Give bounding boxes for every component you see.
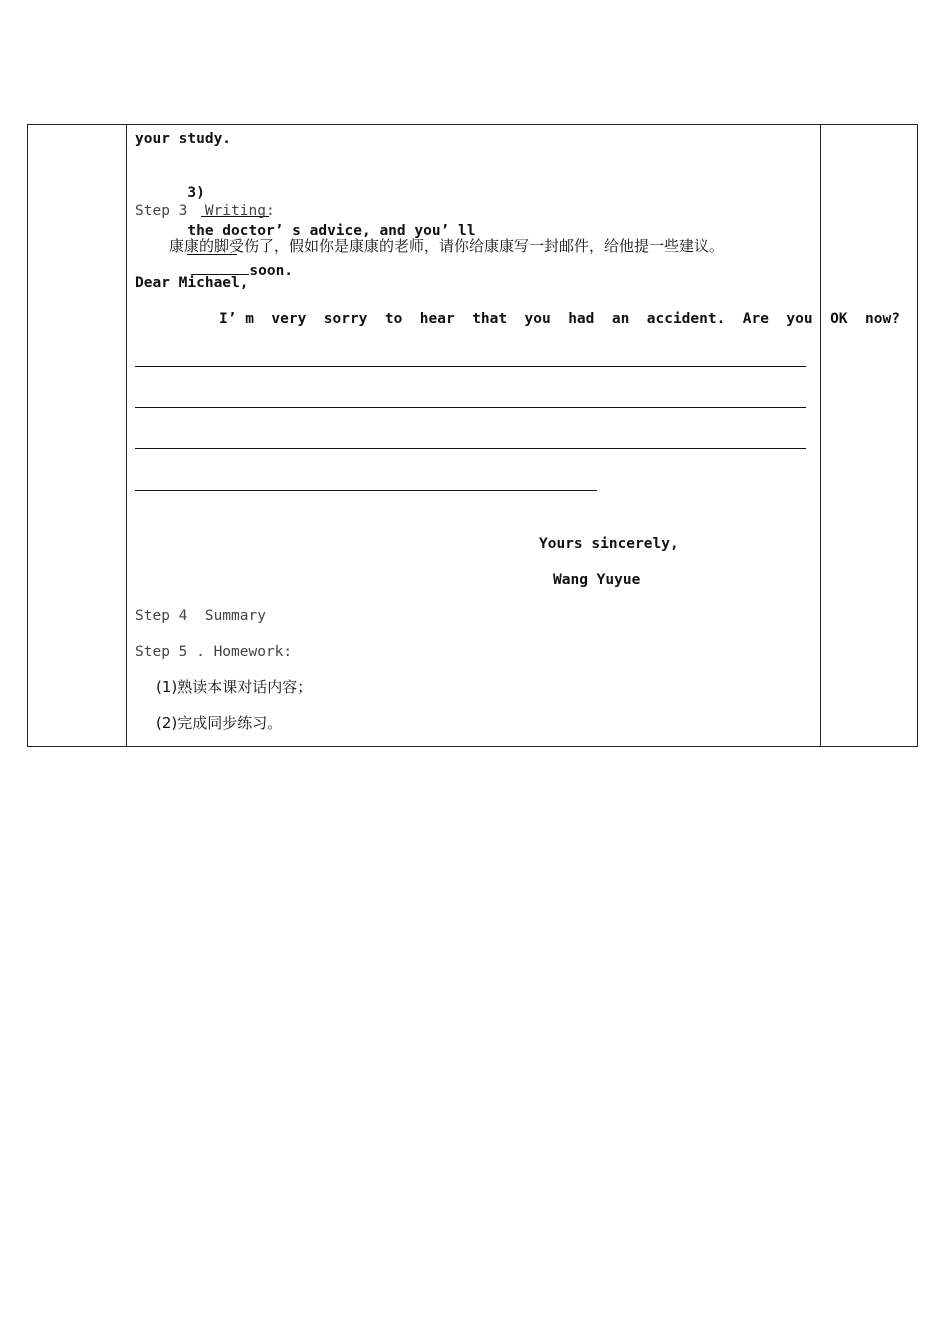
writing-line-1[interactable] [135, 366, 806, 367]
letter-opening: I’ m very sorry to hear that you had an accident. Are you OK now? [219, 311, 900, 327]
step-5-heading: Step 5 . Homework: [135, 644, 293, 660]
writing-line-3[interactable] [135, 448, 806, 449]
item-3-text-b: soon. [249, 263, 294, 279]
step-4-heading: Step 4 Summary [135, 608, 266, 624]
step-3-heading: Step 3 Writing: [135, 203, 275, 219]
column-divider-right [820, 125, 821, 746]
item-3-number: 3) [187, 185, 205, 201]
letter-signature: Wang Yuyue [553, 572, 641, 588]
homework-item-2: (2)完成同步练习。 [156, 714, 283, 732]
writing-prompt: 康康的脚受伤了，假如你是康康的老师，请你给康康写一封邮件，给他提一些建议。 [169, 237, 725, 255]
answer-blank-3[interactable] [191, 260, 249, 275]
column-divider-left [126, 125, 127, 746]
item-3-text-a: the doctor’ s advice, and you’ ll [187, 223, 476, 239]
letter-salutation: Dear Michael, [135, 275, 249, 291]
teaching-content-cell [135, 125, 900, 746]
homework-item-1: (1)熟读本课对话内容； [156, 678, 313, 696]
writing-line-2[interactable] [135, 407, 806, 408]
your-study-line: your study. [135, 131, 232, 147]
writing-line-4[interactable] [135, 490, 597, 491]
letter-closing: Yours sincerely, [539, 536, 679, 552]
lesson-plan-table [27, 124, 918, 747]
